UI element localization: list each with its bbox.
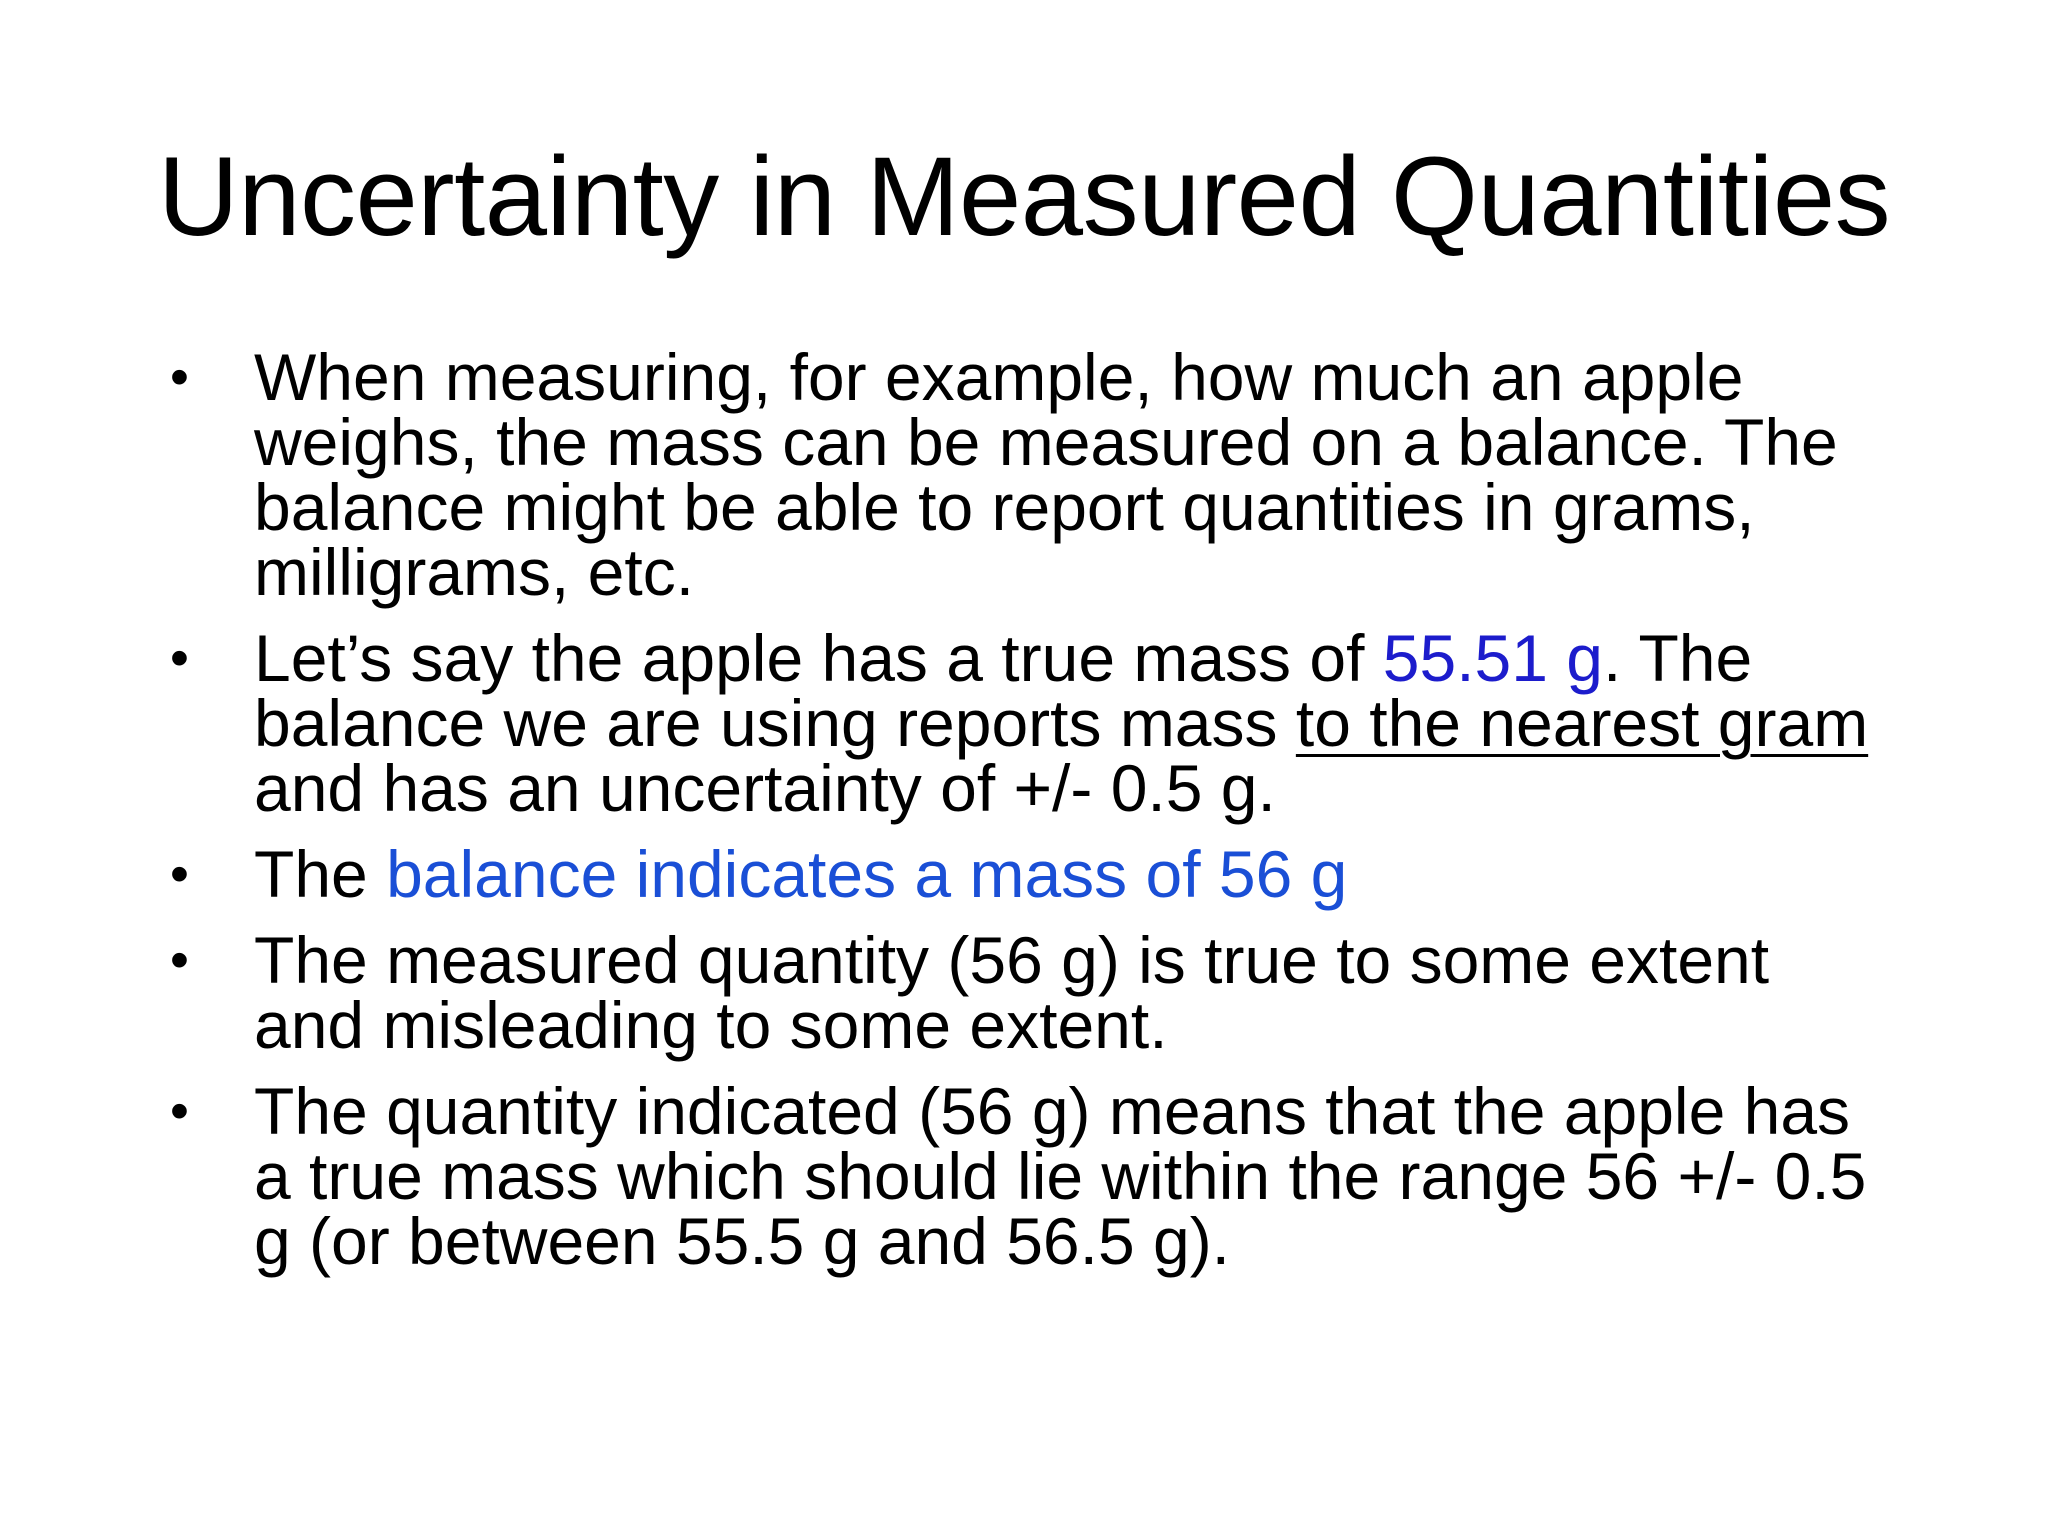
nearest-gram-underline: to the nearest gram: [1295, 686, 1869, 760]
slide-title: Uncertainty in Measured Quantities: [157, 134, 1891, 259]
bullet-dot-icon: •: [170, 930, 189, 990]
bullet-text-pre: Let’s say the apple has a true mass of: [254, 621, 1383, 695]
indicated-mass-highlight: balance indicates a mass of 56 g: [386, 837, 1348, 911]
bullet-text: The quantity indicated (56 g) means that the apple has a true mass which should lie within the range 56 +/- 0.5 g (or between 55.5 g and 56.5 g).: [254, 1074, 1867, 1278]
bullet-item: [170, 340, 1890, 609]
bullet-item: [170, 1074, 1890, 1278]
bullet-dot-icon: •: [170, 1081, 189, 1141]
true-mass-highlight: 55.51 g: [1382, 621, 1603, 695]
bullet-dot-icon: •: [170, 628, 189, 688]
bullet-list: [170, 340, 1890, 1295]
bullet-text-mid: . The balance we are using reports mass: [254, 621, 1753, 760]
bullet-text: The measured quantity (56 g) is true to some extent and misleading to some extent.: [254, 923, 1770, 1062]
bullet-dot-icon: •: [170, 347, 189, 407]
bullet-dot-icon: •: [170, 844, 189, 904]
bullet-text: When measuring, for example, how much an apple weighs, the mass can be measured on a balance. The balance might be able to report quantities in grams, milligrams, etc.: [254, 340, 1838, 609]
bullet-item: [170, 837, 1890, 911]
bullet-text-pre: The: [254, 837, 387, 911]
bullet-text-post: and has an uncertainty of +/- 0.5 g.: [254, 751, 1276, 825]
bullet-item: [170, 923, 1890, 1062]
bullet-item: [170, 621, 1890, 825]
